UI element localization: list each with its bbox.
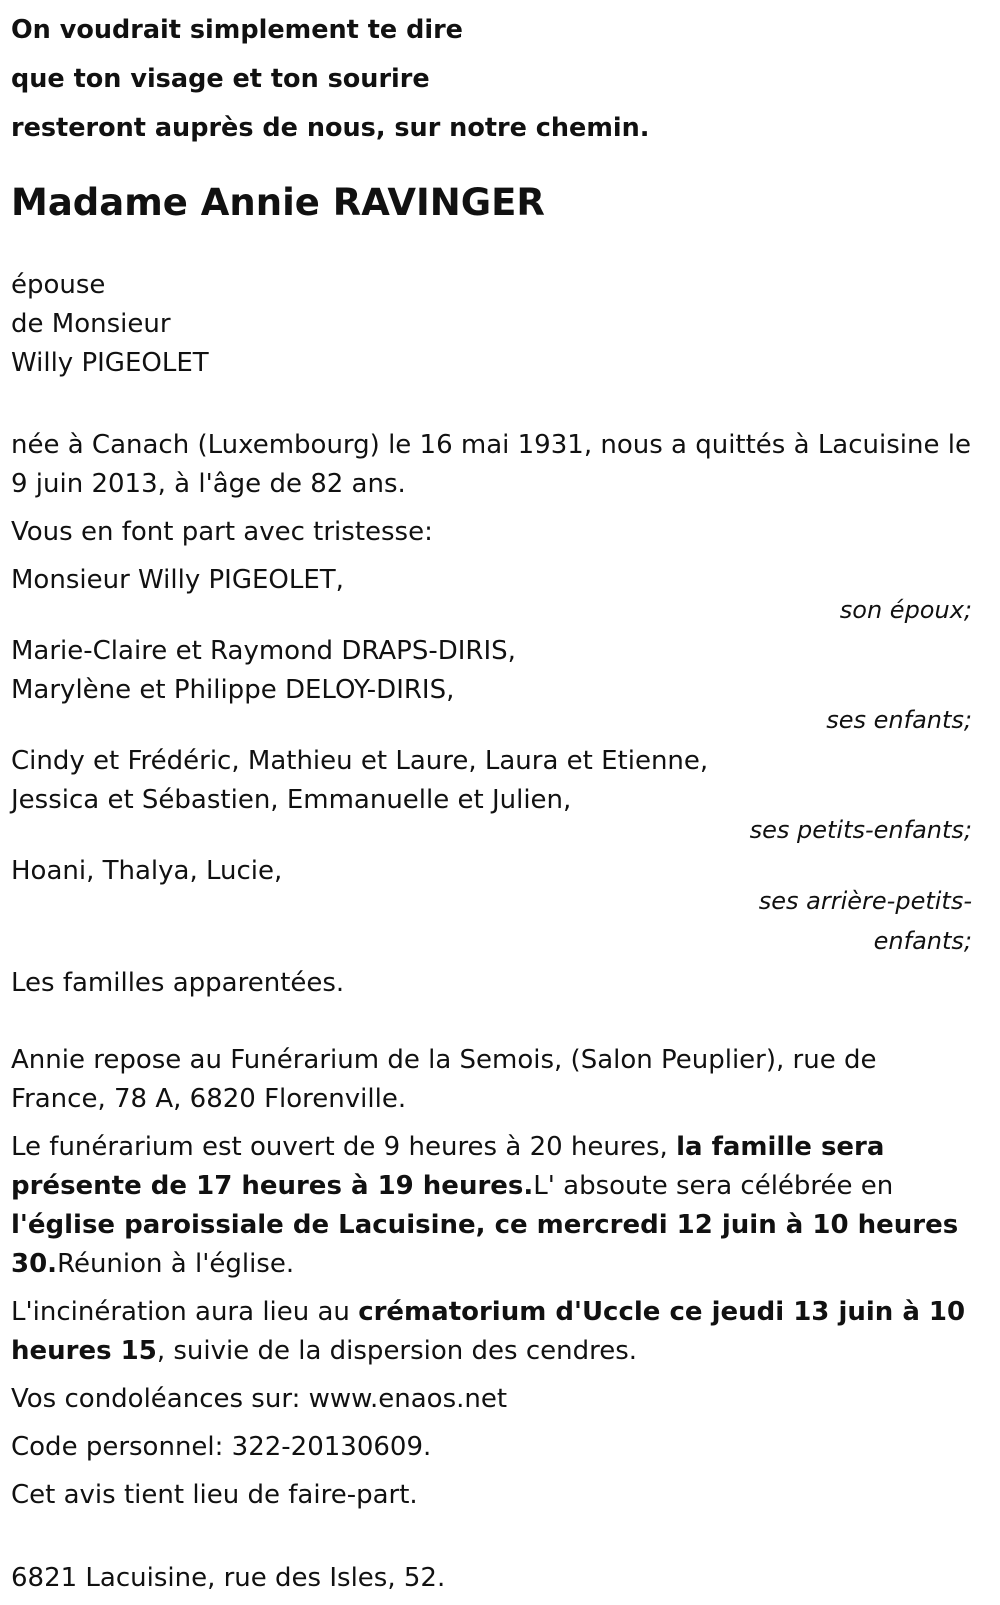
spouse-line: Willy PIGEOLET [11, 348, 209, 378]
poem-line: resteront auprès de nous, sur notre chemin. [11, 113, 650, 143]
funerarium-text-part: Le funérarium est ouvert de 9 heures à 20 heures, [11, 1132, 677, 1162]
family-role: ses enfants; [826, 706, 972, 734]
poem-line: On voudrait simplement te dire [11, 15, 463, 45]
spouse-line: épouse [11, 270, 106, 300]
family-group [11, 852, 972, 961]
repose-text: Annie repose au Funérarium de la Semois, (Salon Peuplier), rue de France, 78 A, 6820 Florenville. [11, 1045, 877, 1114]
family-names: Monsieur Willy PIGEOLET, [11, 565, 344, 595]
funerarium-text [11, 1128, 972, 1284]
family-names: Marylène et Philippe DELOY-DIRIS, [11, 675, 455, 705]
address-text: 6821 Lacuisine, rue des Isles, 52. [11, 1563, 446, 1593]
cremation-text-part: L'incinération aura lieu au [11, 1297, 359, 1327]
birth-text: née à Canach (Luxembourg) le 16 mai 1931, nous a quittés à Lacuisine le 9 juin 2013, à l'âge de 82 ans. [11, 430, 971, 499]
family-group [11, 561, 972, 630]
family-role: ses arrière-petits-enfants; [758, 887, 972, 955]
cremation-bold: crématorium d'Uccle ce jeudi 13 juin à 10 heures 15 [11, 1297, 966, 1366]
ceremony-bold: l'église paroissiale de Lacuisine, ce mercredi 12 juin à 10 heures 30. [11, 1210, 959, 1279]
cremation-text-part: , suivie de la dispersion des cendres. [156, 1336, 638, 1366]
code-text: Code personnel: 322-20130609. [11, 1432, 432, 1462]
family-group [11, 742, 972, 850]
funerarium-text-part: Réunion à l'église. [57, 1249, 295, 1279]
funerarium-text-part: L' absoute sera célébrée en [533, 1171, 894, 1201]
family-names: Cindy et Frédéric, Mathieu et Laure, Laura et Etienne, [11, 746, 709, 776]
condolences-text: Vos condoléances sur: www.enaos.net [11, 1384, 508, 1414]
funerarium-bold: la famille sera présente de 17 heures à 19 heures. [11, 1132, 885, 1201]
kin-text: Les familles apparentées. [11, 968, 345, 998]
announce-text: Vous en font part avec tristesse: [11, 517, 433, 547]
spouse-block [11, 266, 972, 383]
spouse-line: de Monsieur [11, 309, 171, 339]
poem [11, 0, 972, 153]
family-role: ses petits-enfants; [749, 816, 972, 844]
family-names: Hoani, Thalya, Lucie, [11, 856, 283, 886]
notice-text: Cet avis tient lieu de faire-part. [11, 1480, 418, 1510]
family-group [11, 632, 972, 740]
cremation-text [11, 1293, 972, 1371]
family-role: son époux; [839, 596, 972, 624]
poem-line: que ton visage et ton sourire [11, 64, 430, 94]
family-list [11, 561, 972, 961]
deceased-name: Madame Annie RAVINGER [11, 181, 545, 224]
family-names: Marie-Claire et Raymond DRAPS-DIRIS, [11, 636, 516, 666]
family-names: Jessica et Sébastien, Emmanuelle et Julien, [11, 785, 572, 815]
